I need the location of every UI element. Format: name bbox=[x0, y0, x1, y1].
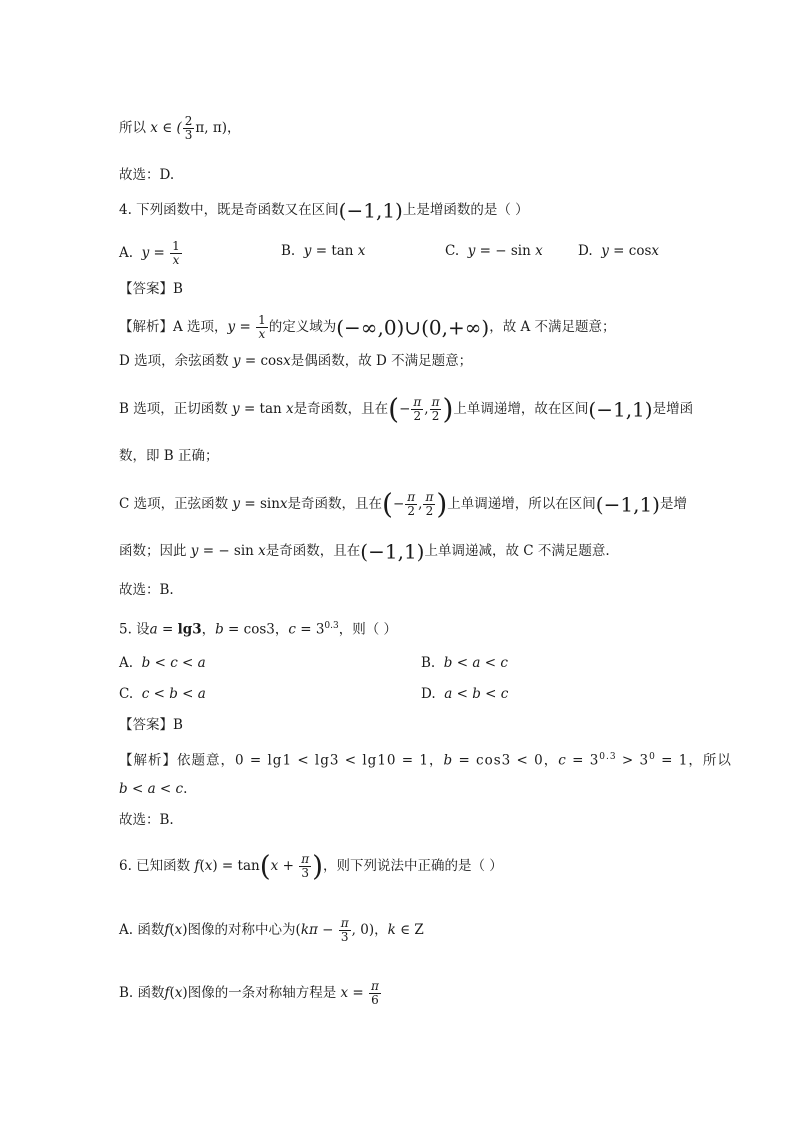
math-y: y bbox=[232, 401, 240, 417]
q5-answer: 【答案】B bbox=[119, 717, 183, 733]
paren-close: ) bbox=[436, 487, 448, 521]
q4-analysis-3: B 选项，正切函数 y = tan x是奇函数，且在(− $\frac{\pi}{2}$ , $\frac{\pi}{2}$ )上单调递增，故在区间(−1,1)是增函 bbox=[119, 392, 694, 426]
line-so-x-in bbox=[119, 115, 241, 142]
q4-interval: (−1,1) bbox=[338, 198, 403, 223]
interval-m11: (−1,1) bbox=[588, 397, 653, 422]
inc-short: 是增 bbox=[659, 496, 687, 512]
paren-close: ) bbox=[442, 392, 454, 426]
q4-option-c: C. y = − sin x bbox=[445, 243, 543, 259]
fraction-pi-2 bbox=[405, 491, 417, 518]
math-x: x bbox=[270, 858, 279, 874]
dec-not: 上单调递减，故 C 不满足题意. bbox=[424, 543, 610, 559]
math-f: f bbox=[164, 922, 170, 938]
q4-option-b: B. y = tan x bbox=[281, 243, 366, 259]
math-x: x bbox=[174, 922, 183, 938]
math-k: k bbox=[387, 922, 396, 938]
q6-stem: 6. 已知函数 f(x) = tan(x + $\frac{\pi}{3}$ )，则下列说法中正确的是（ ） bbox=[119, 849, 503, 883]
fraction-pi-2 bbox=[411, 396, 423, 423]
frac-den: 3 bbox=[340, 930, 349, 944]
opt-expr: b bbox=[443, 655, 453, 671]
q4-stem-a: 4. 下列函数中，既是奇函数又在区间 bbox=[119, 202, 339, 218]
q4-b-x: x bbox=[357, 243, 366, 259]
frac-den: 2 bbox=[413, 409, 422, 423]
fraction-1-x bbox=[170, 240, 182, 267]
domain-text: 的定义域为 bbox=[268, 319, 337, 335]
frac-den: 2 bbox=[431, 409, 440, 423]
math-b: b bbox=[215, 621, 224, 638]
text-so: 所以 bbox=[119, 120, 146, 136]
q6-option-b: B. 函数f(x)图像的一条对称轴方程是 x = $\frac{\pi}{6}$ bbox=[119, 979, 379, 1007]
q5-so: ，所以 bbox=[688, 752, 732, 769]
math-x: x bbox=[204, 858, 213, 874]
q4-pick: 故选：B. bbox=[119, 582, 174, 598]
opt-expr: a bbox=[444, 686, 453, 702]
q4-d-x: x bbox=[651, 243, 659, 259]
fraction-1-x-b bbox=[256, 314, 268, 341]
q5-stem: 5. 设a = lg3，b = cos3，$c = 3^{0.3}$，则（ ） bbox=[119, 621, 398, 638]
math-kpi: kπ bbox=[300, 922, 318, 938]
c-func: 函数；因此 bbox=[119, 543, 187, 559]
q6-a-a: A. 函数 bbox=[119, 922, 165, 938]
frac-num: π bbox=[413, 395, 422, 409]
q4-stem bbox=[119, 200, 529, 221]
q4-analysis-4: 数，即 B 正确； bbox=[119, 448, 219, 464]
q4-answer: 【答案】B bbox=[119, 281, 183, 297]
q6-option-a: A. 函数f(x)图像的对称中心为(kπ − $\frac{\pi}{3}$ , 0)，k ∈ Z bbox=[119, 916, 424, 944]
d-even: 是偶函数，故 D 不满足题意； bbox=[290, 353, 473, 369]
math-x: x bbox=[286, 401, 294, 417]
math-x: x bbox=[258, 543, 266, 559]
frac-num: π bbox=[431, 395, 440, 409]
q6-a-b: 图像的对称中心为 bbox=[187, 922, 296, 938]
opt-expr: a bbox=[472, 655, 481, 671]
odd-and-in: 是奇函数，且在 bbox=[293, 401, 389, 417]
q4-analysis-5: C 选项，正弦函数 y = sinx是奇函数，且在(− $\frac{\pi}{2}$ , $\frac{\pi}{2}$ )上单调递增，所以在区间(−1,1)是增 bbox=[119, 487, 687, 521]
frac-num: 1 bbox=[172, 239, 180, 253]
fraction-pi-6 bbox=[369, 980, 381, 1007]
d-line: D 选项，余弦函数 bbox=[119, 353, 229, 369]
q4-c-y: y bbox=[467, 243, 476, 259]
math: b bbox=[119, 781, 128, 797]
a-not: ，故 A 不满足题意； bbox=[489, 319, 616, 335]
frac-num: 2 bbox=[184, 114, 193, 128]
frac-den: 6 bbox=[371, 993, 379, 1007]
frac-den: 3 bbox=[184, 128, 193, 142]
opt-expr: b bbox=[472, 686, 481, 702]
q4-d-y: y bbox=[601, 243, 609, 259]
math-f: f bbox=[164, 985, 170, 1001]
q6-b-a: B. 函数 bbox=[119, 985, 165, 1001]
math-x: x bbox=[279, 496, 288, 512]
paren-open: ( bbox=[388, 392, 400, 426]
math-y: y bbox=[232, 496, 241, 512]
math-pi-interval: π, π)， bbox=[195, 120, 241, 136]
q5-stem-a: 5. 设 bbox=[119, 621, 150, 638]
opt-expr: b bbox=[141, 655, 151, 671]
fraction-pi-3 bbox=[299, 853, 311, 880]
frac-den: x bbox=[258, 327, 266, 341]
math-y-eq: y bbox=[227, 319, 236, 335]
inc-thus: 上单调递增，所以在区间 bbox=[447, 496, 596, 512]
q6-tail: ，则下列说法中正确的是（ ） bbox=[323, 858, 503, 874]
paren-open: ( bbox=[382, 487, 393, 521]
math-c: c bbox=[558, 752, 567, 769]
q4-option-a: A. y = $\frac{1}{x}$ bbox=[119, 239, 180, 267]
q5-then: ，则（ ） bbox=[338, 621, 398, 638]
math: a bbox=[147, 781, 156, 797]
math-x: x bbox=[174, 985, 183, 1001]
interval-m11: (−1,1) bbox=[360, 539, 425, 564]
opt-expr: b bbox=[169, 686, 178, 702]
frac-num: π bbox=[371, 979, 379, 993]
exp-03: 0.3 bbox=[324, 621, 339, 631]
odd-and-in: 是奇函数，且在 bbox=[265, 543, 361, 559]
exp: 0.3 bbox=[599, 752, 617, 762]
q4-analysis-6: 函数；因此 y = − sin x是奇函数，且在(−1,1)上单调递减，故 C 不满足题意. bbox=[119, 539, 610, 564]
q5-analysis-2: b < a < c. bbox=[119, 781, 188, 797]
lg3: lg3 bbox=[177, 621, 202, 638]
opt-expr: a bbox=[197, 686, 206, 702]
frac-den: 3 bbox=[301, 866, 309, 880]
inc-func: 是增函 bbox=[652, 401, 694, 417]
paren-close: ) bbox=[312, 849, 324, 883]
math-f: f bbox=[194, 858, 200, 874]
math-c: c bbox=[288, 621, 296, 638]
opt-expr: c bbox=[500, 655, 508, 671]
analysis-label: 【解析】 bbox=[119, 319, 173, 335]
frac-num: π bbox=[407, 490, 416, 504]
math: c bbox=[175, 781, 184, 797]
q4-option-d: D. y = cosx bbox=[578, 243, 659, 259]
opt-expr: c bbox=[500, 686, 509, 702]
frac-den: 2 bbox=[407, 504, 416, 518]
q4-stem-b: 上是增函数的是（ ） bbox=[402, 202, 529, 218]
inc-so: 上单调递增，故在区间 bbox=[453, 401, 589, 417]
frac-num: π bbox=[340, 916, 349, 930]
q4-b-expr: y bbox=[303, 243, 312, 259]
c-line: C 选项，正弦函数 bbox=[119, 496, 229, 512]
q5-analysis-label: 【解析】依题意， bbox=[119, 752, 235, 769]
q5-option-b: B. b < a < c bbox=[421, 655, 508, 671]
q5-pick: 故选：B. bbox=[119, 812, 174, 828]
fraction-2-3 bbox=[183, 115, 195, 142]
math-a: a bbox=[149, 621, 158, 638]
exp: 0 bbox=[649, 752, 656, 762]
math-x: x bbox=[340, 985, 349, 1001]
q4-analysis-2: D 选项，余弦函数 y = cosx是偶函数，故 D 不满足题意； bbox=[119, 353, 473, 369]
frac-den: x bbox=[172, 253, 180, 267]
math-b: b bbox=[443, 752, 454, 769]
opt-expr: c bbox=[170, 655, 178, 671]
q5-option-d: D. a < b < c bbox=[421, 686, 509, 702]
odd-and-in: 是奇函数，且在 bbox=[287, 496, 383, 512]
fraction-pi-2b bbox=[430, 396, 442, 423]
frac-num: 1 bbox=[258, 313, 266, 327]
q5-analysis-1: 【解析】依题意，0 = lg1 < lg3 < lg10 = 1，b = cos3 < 0，$c = 3^{0.3} > 3^0 = 1$，所以 bbox=[119, 752, 732, 769]
math-y: y bbox=[232, 353, 241, 369]
fraction-pi-3b bbox=[339, 917, 351, 944]
q6-stem-a: 6. 已知函数 bbox=[119, 858, 191, 874]
frac-num: π bbox=[425, 490, 434, 504]
q5-option-a: A. b < c < a bbox=[119, 655, 206, 671]
q6-b-b: 图像的一条对称轴方程是 bbox=[187, 985, 337, 1001]
paren-open: ( bbox=[259, 849, 271, 883]
math-x-in: x ∈ ( bbox=[150, 120, 182, 136]
q4-a-y: y bbox=[141, 245, 150, 261]
opt-expr: c bbox=[141, 686, 150, 702]
opt-expr: a bbox=[197, 655, 206, 671]
q5-option-c: C. c < b < a bbox=[119, 686, 206, 702]
fraction-pi-2b bbox=[423, 491, 435, 518]
math-y: y bbox=[190, 543, 199, 559]
a-opt: A 选项， bbox=[173, 319, 228, 335]
q4-c-x: x bbox=[535, 243, 543, 259]
q4-analysis-1: 【解析】A 选项，y = $\frac{1}{x}$ 的定义域为(−∞,0)∪(0,+∞)，故 A 不满足题意； bbox=[119, 313, 616, 341]
interval-m11: (−1,1) bbox=[595, 492, 660, 517]
line-pick-d: 故选：D. bbox=[119, 167, 175, 183]
math-x: x bbox=[283, 353, 291, 369]
frac-den: 2 bbox=[425, 504, 434, 518]
frac-num: π bbox=[301, 852, 310, 866]
domain-set: (−∞,0)∪(0,+∞) bbox=[336, 315, 490, 340]
b-line: B 选项，正切函数 bbox=[119, 401, 228, 417]
